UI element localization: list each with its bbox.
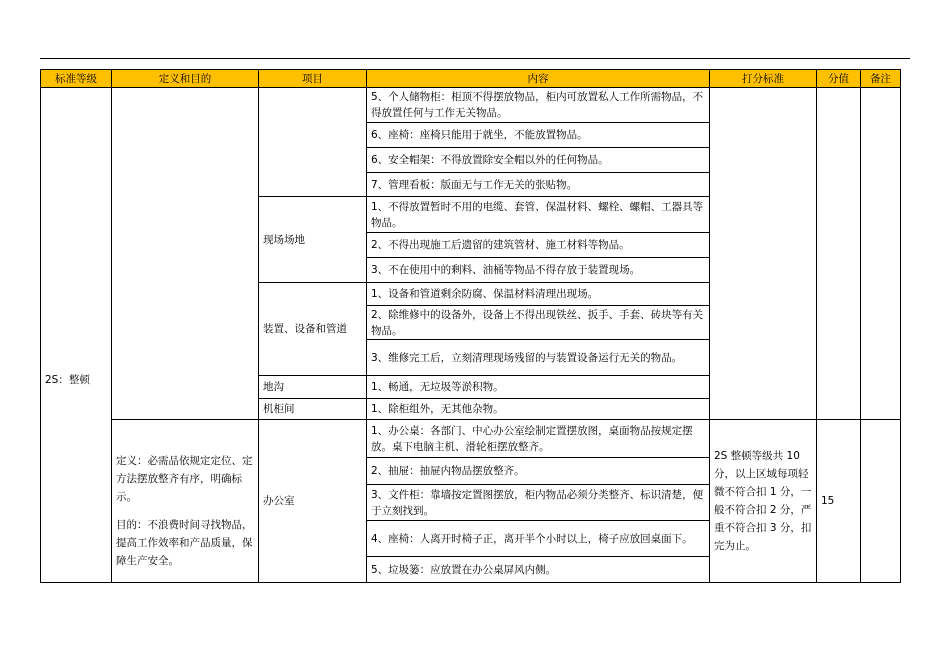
page-header-rule xyxy=(40,58,910,59)
content-cell: 1、畅通，无垃圾等淤积物。 xyxy=(367,376,710,399)
item-cabinet-room xyxy=(259,399,367,420)
content-cell: 3、不在使用中的剩料、油桶等物品不得存放于装置现场。 xyxy=(367,258,710,283)
scoring-cell xyxy=(710,420,817,583)
item-label: 现场场地 xyxy=(263,233,305,246)
content-cell: 1、办公桌：各部门、中心办公室绘制定置摆放图，桌面物品按规定摆放。桌下电脑主机、滑轮柜摆放整齐。 xyxy=(367,420,710,458)
item-label: 地沟 xyxy=(263,381,284,393)
scoring-text: 2S 整顿等级共 10 分，以上区域每项轻微不符合扣 1 分，一般不符合扣 2 分，严重不符合扣 3 分，扣完为止。 xyxy=(714,450,812,552)
paragraph-gap xyxy=(116,506,254,516)
table-row xyxy=(41,88,901,123)
content-cell: 1、除柜组外，无其他杂物。 xyxy=(367,399,710,420)
item-office xyxy=(259,420,367,583)
definition-cell-empty xyxy=(112,88,259,420)
header-remark: 备注 xyxy=(861,70,901,88)
item-label: 机柜间 xyxy=(263,403,295,415)
score-cell-empty xyxy=(817,88,861,420)
content-cell: 2、不得出现施工后遗留的建筑管材、施工材料等物品。 xyxy=(367,233,710,258)
header-content: 内容 xyxy=(367,70,710,88)
item-label: 办公室 xyxy=(263,495,295,507)
standard-table xyxy=(40,69,901,583)
item-trench xyxy=(259,376,367,399)
header-definition: 定义和目的 xyxy=(112,70,259,88)
content-cell: 3、文件柜：靠墙按定置图摆放，柜内物品必须分类整齐、标识清楚，便于立刻找到。 xyxy=(367,485,710,521)
level-cell xyxy=(41,88,112,583)
item-label: 装置、设备和管道 xyxy=(263,323,347,335)
remark-cell xyxy=(861,420,901,583)
content-cell: 5、个人储物柜：柜顶不得摆放物品，柜内可放置私人工作所需物品，不得放置任何与工作无关物品。 xyxy=(367,88,710,123)
definition-cell xyxy=(112,420,259,583)
item-equipment xyxy=(259,283,367,376)
item-cell-empty xyxy=(259,88,367,197)
content-cell: 7、管理看板：版面无与工作无关的张贴物。 xyxy=(367,173,710,197)
definition-text: 定义：必需品依规定定位、定方法摆放整齐有序，明确标示。 xyxy=(116,455,253,503)
content-cell: 4、座椅：人离开时椅子正，离开半个小时以上，椅子应放回桌面下。 xyxy=(367,521,710,557)
score-value: 15 xyxy=(821,495,835,507)
purpose-text: 目的：不浪费时间寻找物品，提高工作效率和产品质量，保障生产安全。 xyxy=(116,519,253,567)
header-item: 项目 xyxy=(259,70,367,88)
content-cell: 3、维修完工后，立刻清理现场残留的与装置设备运行无关的物品。 xyxy=(367,340,710,376)
header-scoring: 打分标准 xyxy=(710,70,817,88)
content-cell: 2、除维修中的设备外，设备上不得出现铁丝、扳手、手套、砖块等有关物品。 xyxy=(367,306,710,340)
score-cell xyxy=(817,420,861,583)
table-row xyxy=(41,420,901,458)
remark-cell-empty xyxy=(861,88,901,420)
content-cell: 1、不得放置暂时不用的电缆、套管、保温材料、螺栓、螺帽、工器具等物品。 xyxy=(367,197,710,233)
content-cell: 5、垃圾篓：应放置在办公桌屏风内侧。 xyxy=(367,557,710,583)
table-header-row xyxy=(41,70,901,88)
scoring-cell-empty xyxy=(710,88,817,420)
header-score: 分值 xyxy=(817,70,861,88)
level-label: 2S：整顿 xyxy=(45,374,90,386)
content-cell: 1、设备和管道剩余防腐、保温材料清理出现场。 xyxy=(367,283,710,306)
item-site xyxy=(259,197,367,283)
header-level: 标准等级 xyxy=(41,70,112,88)
content-cell: 2、抽屉：抽屉内物品摆放整齐。 xyxy=(367,458,710,485)
content-cell: 6、安全帽架：不得放置除安全帽以外的任何物品。 xyxy=(367,148,710,173)
content-cell: 6、座椅：座椅只能用于就坐，不能放置物品。 xyxy=(367,123,710,148)
